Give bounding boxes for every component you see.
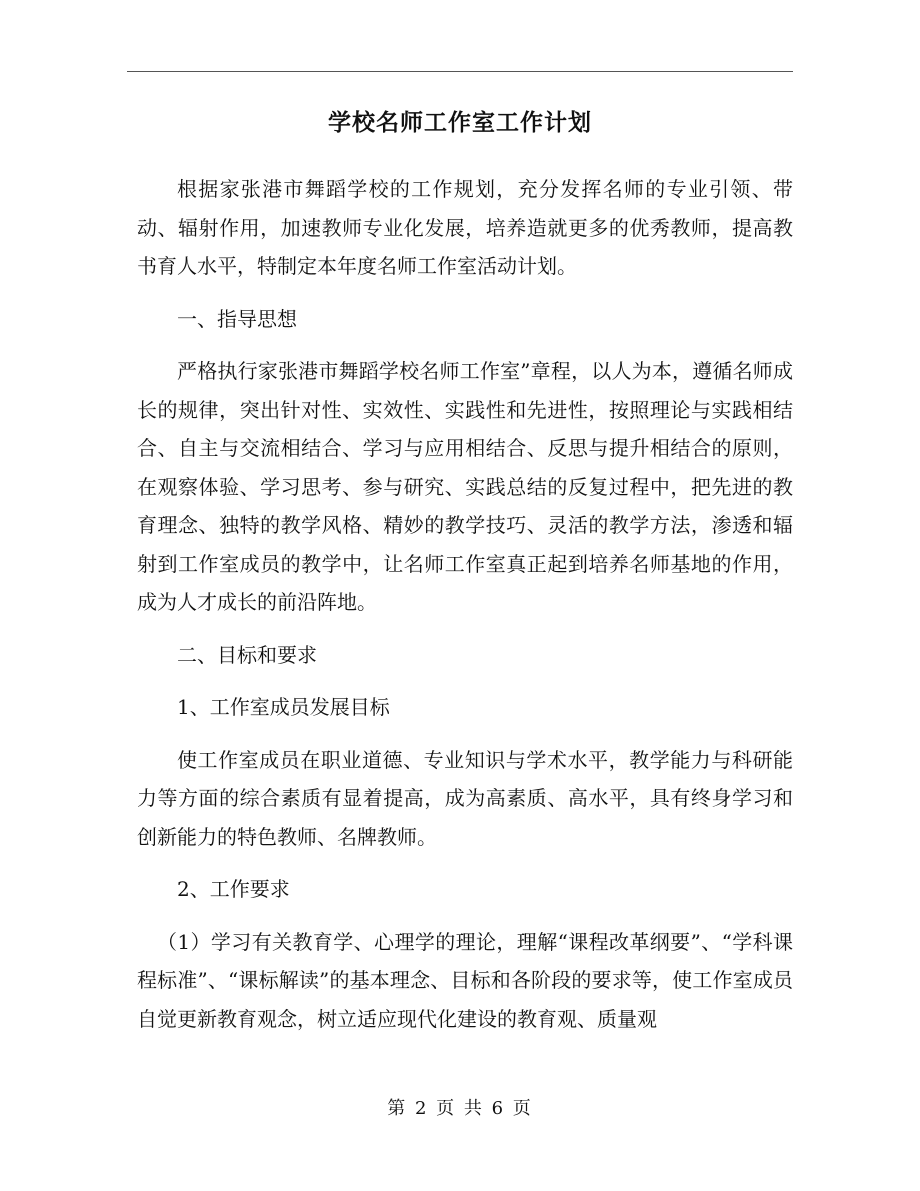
intro-paragraph: 根据家张港市舞蹈学校的工作规划，充分发挥名师的专业引领、带动、辐射作用，加速教师专业化发展，培养造就更多的优秀教师，提高教书育人水平，特制定本年度名师工作室活动计划。 — [137, 177, 793, 278]
requirement-1-paragraph: （1）学习有关教育学、心理学的理论，理解“课程改革纲要”、“学科课程标准”、“课标解读”的基本理念、目标和各阶段的要求等，使工作室成员自觉更新教育观念，树立适应现代化建设的教育观、质量观 — [137, 929, 793, 1031]
subheading-work-requirements: 2、工作要求 — [177, 877, 290, 901]
guiding-thought-paragraph: 严格执行家张港市舞蹈学校名师工作室”章程，以人为本，遵循名师成长的规律，突出针对性、实效性、实践性和先进性，按照理论与实践相结合、自主与交流相结合、学习与应用相结合、反思与提升相结合的原则，在观察体验、学习思考、参与研究、实践总结的反复过程中，把先进的教育理念、独特的教学风格、精妙的教学技巧、灵活的教学方法，渗透和辐射到工作室成员的教学中，让名师工作室真正起到培养名师基地的作用，成为人才成长的前沿阵地。 — [137, 359, 793, 614]
page-number: 第 2 页 共 6 页 — [387, 1098, 533, 1119]
section-heading-guiding-thought: 一、指导思想 — [177, 306, 297, 331]
subheading-member-goals: 1、工作室成员发展目标 — [177, 695, 390, 719]
document-title: 学校名师工作室工作计划 — [328, 109, 592, 136]
document-body — [137, 170, 793, 1052]
section-heading-goals: 二、目标和要求 — [177, 642, 317, 667]
header-rule — [127, 71, 793, 72]
member-goals-paragraph: 使工作室成员在职业道德、专业知识与学术水平，教学能力与科研能力等方面的综合素质有显着提高，成为高素质、高水平，具有终身学习和创新能力的特色教师、名牌教师。 — [137, 747, 793, 849]
